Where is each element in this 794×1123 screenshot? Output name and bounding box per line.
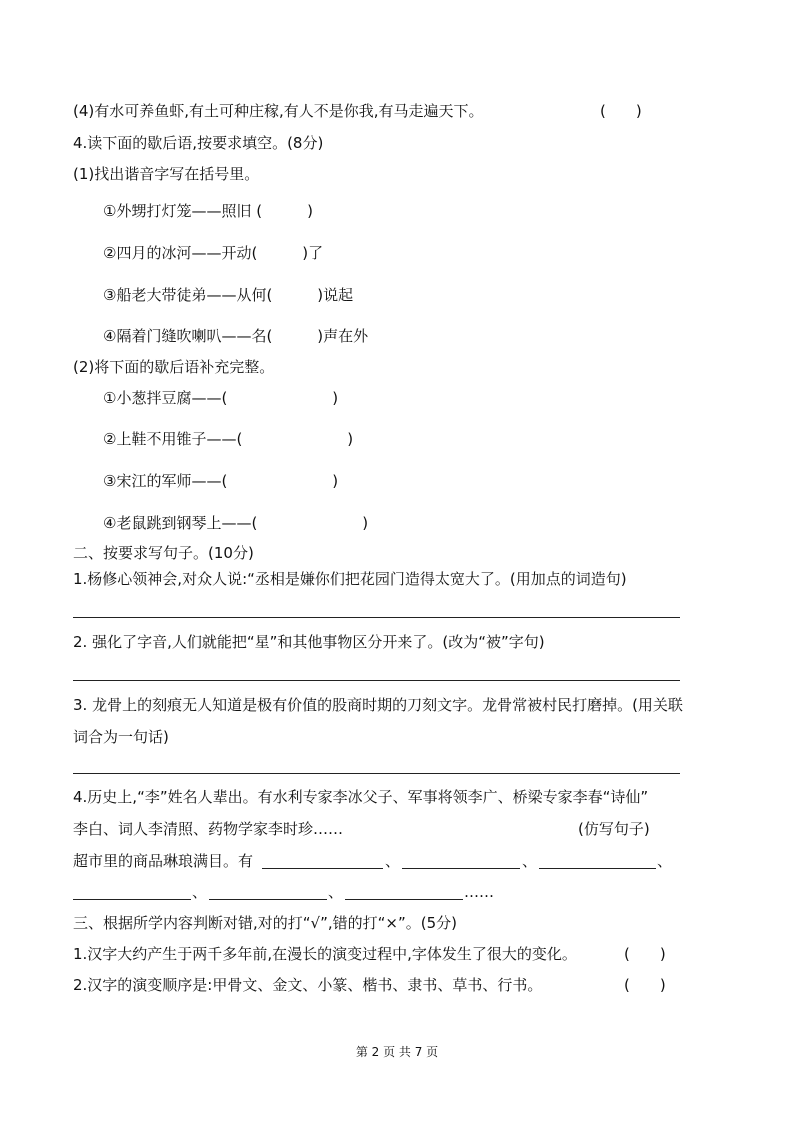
separator: 、 [657,852,673,870]
answer-paren[interactable]: ( ) [600,102,642,120]
question-4-part-2: (2)将下面的歇后语补充完整。 [73,358,275,376]
section-2-title: 二、按要求写句子。(10分) [73,544,254,562]
answer-line[interactable] [73,617,680,618]
answer-paren[interactable]: ( ) [624,976,666,994]
xiehouyu-complete-2: ②上鞋不用锥子——( ) [103,430,354,448]
fill-blank[interactable] [73,899,191,900]
imitate-prompt: 超市里的商品琳琅满目。有 [73,852,254,870]
judge-item-1: 1.汉字大约产生于两千多年前,在漫长的演变过程中,字体发生了很大的变化。 [73,945,577,963]
sentence-task-2: 2. 强化了字音,人们就能把“星”和其他事物区分开来了。(改为“被”字句) [73,633,545,651]
question-4-part-1: (1)找出谐音字写在括号里。 [73,165,260,183]
sentence-task-4-line-1: 4.历史上,“李”姓名人辈出。有水利专家李冰父子、军事将领李广、桥梁专家李春“诗仙” [73,788,649,806]
fill-blank[interactable] [262,868,383,869]
judge-item-2: 2.汉字的演变顺序是:甲骨文、金文、小篆、楷书、隶书、草书、行书。 [73,976,543,994]
section-3-title: 三、根据所学内容判断对错,对的打“√”,错的打“×”。(5分) [73,914,457,932]
fill-blank[interactable] [345,899,463,900]
fill-blank[interactable] [539,868,656,869]
sentence-task-3-line-2: 词合为一句话) [73,728,169,746]
page-number: 第 2 页 共 7 页 [355,1045,439,1059]
sentence-task-1: 1.杨修心领神会,对众人说:“丞相是嫌你们把花园门造得太宽大了。(用加点的词造句) [73,570,627,588]
sentence-task-3-line-1: 3. 龙骨上的刻痕无人知道是极有价值的股商时期的刀刻文字。龙骨常被村民打磨掉。(用关联 [73,696,683,714]
separator: 、 [385,852,401,870]
answer-line[interactable] [73,773,680,774]
imitate-note: (仿写句子) [578,820,650,838]
q3-item-4: (4)有水可养鱼虾,有土可种庄稼,有人不是你我,有马走遍天下。 [73,102,484,120]
separator: 、 [522,852,538,870]
ellipsis: …… [464,883,494,901]
xiehouyu-item-3: ③船老大带徒弟——从何( )说起 [103,286,354,304]
xiehouyu-item-2: ②四月的冰河——开动( )了 [103,244,324,262]
xiehouyu-complete-3: ③宋江的军师——( ) [103,472,339,490]
xiehouyu-item-1: ①外甥打灯笼——照旧 ( ) [103,202,313,220]
xiehouyu-complete-1: ①小葱拌豆腐——( ) [103,389,339,407]
xiehouyu-complete-4: ④老鼠跳到钢琴上——( ) [103,514,369,532]
answer-line[interactable] [73,680,680,681]
fill-blank[interactable] [402,868,520,869]
sentence-task-4-line-2: 李白、词人李清照、药物学家李时珍…… [73,820,344,838]
separator: 、 [328,883,344,901]
separator: 、 [192,883,208,901]
xiehouyu-item-4: ④隔着门缝吹喇叭——名( )声在外 [103,327,369,345]
fill-blank[interactable] [209,899,327,900]
question-4-title: 4.读下面的歇后语,按要求填空。(8分) [73,134,324,152]
answer-paren[interactable]: ( ) [624,945,666,963]
